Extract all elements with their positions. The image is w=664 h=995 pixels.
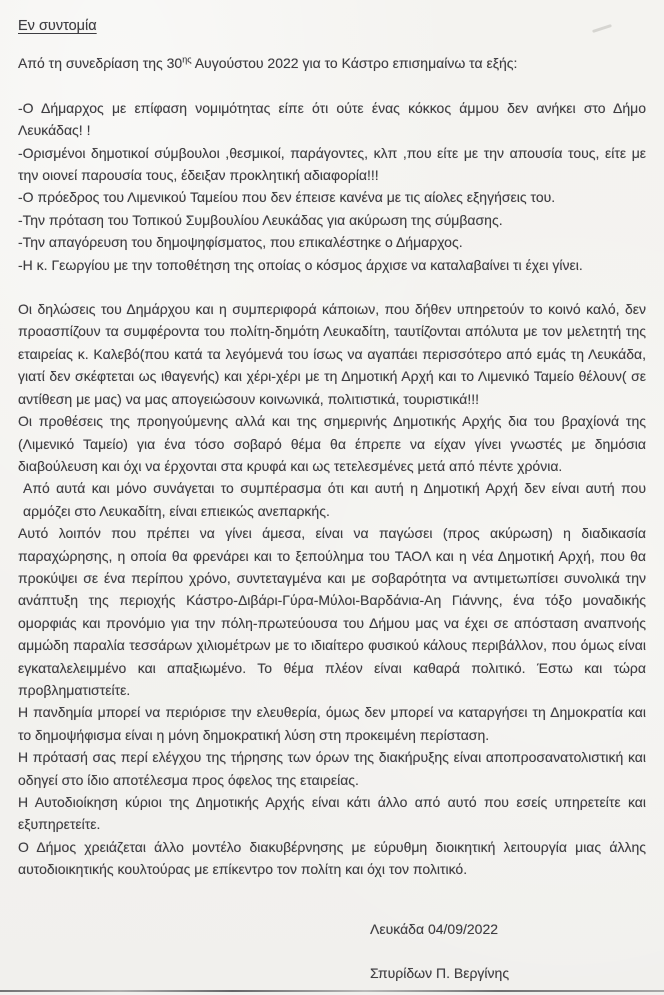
document-heading: Εν συντομία: [18, 18, 97, 34]
bullet-item: -Ο πρόεδρος του Λιμενικού Ταμείου που δεν έπεισε κανένα με τις αίολες εξηγήσεις του.: [18, 189, 556, 206]
bullet-item: -Την πρόταση του Τοπικού Συμβουλίου Λευκάδας για ακύρωση της σύμβασης.: [18, 211, 503, 228]
bullet-item: -Ορισμένοι δημοτικοί σύμβουλοι ,θεσμικοί, παράγοντες, κλπ ,που είτε με την απουσία τους, είτε με την οιονεί παρουσία τους, έδειξαν προκλητική αδιαφορία!!!: [18, 144, 646, 184]
intro-text-pre: Από τη συνεδρίαση της 30: [18, 55, 183, 72]
body-paragraphs: [18, 298, 646, 881]
paragraph: Η πρότασή σας περί ελέγχου της τήρησης των όρων της διακήρυξης είναι αποπροσανατολιστική και οδηγεί στο ίδιο αποτέλεσμα προς όφελος της εταιρείας.: [18, 749, 646, 788]
bullet-item: -Η κ. Γεωργίου με την τοποθέτηση της οποίας ο κόσμος άρχισε να καταλαβαίνει τι έχει γίνει.: [18, 256, 583, 273]
scan-bottom-edge-artifact: [0, 990, 664, 992]
paragraph: Οι προθέσεις της προηγούμενης αλλά και της σημερινής Δημοτικής Αρχής δια του βραχίονά της (Λιμενικό Ταμείο) για ένα τόσο σοβαρό θέμα θα έπρεπε να είχαν γίνει γνωστές με δημόσια διαβούλευση και όχι να έρχονται στα κρυφά και ως τετελεσμένες μετά από πέντε χρόνια.: [18, 413, 646, 474]
scan-smudge-artifact: [592, 24, 612, 33]
bullet-item: -Την απαγόρευση του δημοψηφίσματος, που επικαλέστηκε ο Δήμαρχος.: [18, 234, 463, 251]
intro-text-post: Αυγούστου 2022 για το Κάστρο επισημαίνω τα εξής:: [191, 55, 518, 72]
paragraph: Από αυτά και μόνο συνάγεται το συμπέρασμα ότι και αυτή η Δημοτική Αρχή δεν είναι αυτή που αρμόζει στο Λευκαδίτη, είναι επιεικώς ανεπαρκής.: [23, 480, 646, 519]
signature-name: Σπυρίδων Π. Βεργίνης: [370, 965, 510, 981]
place-date-line: Λευκάδα 04/09/2022: [370, 921, 499, 937]
paragraph: Η Αυτοδιοίκηση κύριοι της Δημοτικής Αρχής είναι κάτι άλλο από αυτό που εσείς υπηρετείτε και εξυπηρετείτε.: [18, 794, 646, 833]
bullet-item: -Ο Δήμαρχος με επίφαση νομιμότητας είπε ότι ούτε ένας κόκκος άμμου δεν ανήκει στο Δήμο Λευκάδας! !: [18, 99, 646, 139]
paragraph: Αυτό λοιπόν που πρέπει να γίνει άμεσα, είναι να παγώσει (προς ακύρωση) η διαδικασία παραχώρησης, η οποία θα φρενάρει και το ξεπούλημα του ΤΑΟΛ και η νέα Δημοτική Αρχή, που θα προκύψει σε ένα περίπου χρόνο, συντεταγμένα και με σοβαρότητα να αντιμετωπίσει συνολικά την ανάπτυξη της περιοχής Κάστρο-Διβάρι-Γύρα-Μύλοι-Βαρδάνια-Αη Γιάννης, ένα τόξο μοναδικής ομορφιάς και προνόμιο για την πόλη-πρωτεύουσα του Δήμου μας να έχει σε απόσταση αναπνοής αμμώδη παραλία τεσσάρων χιλιομέτρων με το ιδιαίτερο φυσικού κάλους περιβάλλον, που όμως είναι εγκαταλελειμμένο και απαξιωμένο. Το θέμα πλέον είναι καθαρά πολιτικό. Έστω και τώρα προβληματιστείτε.: [18, 525, 646, 698]
paragraph: Οι δηλώσεις του Δημάρχου και η συμπεριφορά κάποιων, που δήθεν υπηρετούν το κοινό καλό, δεν προασπίζουν τα συμφέροντα του πολίτη-δημότη Λευκαδίτη, ταυτίζονται απόλυτα με τον μελετητή της εταιρείας κ. Καλεβό(που κατά τα λεγόμενά του ίσως να αγαπάει περισσότερο από εμάς τη Λευκάδα, γιατί δεν σκέφτεται ως ιθαγενής) και χέρι-χέρι με τη Δημοτική Αρχή και το Λιμενικό Ταμείο θέλουν( σε αντίθεση με μας) να μας απογειώσουν κοινωνικά, πολιτιστικά, τουριστικά!!!: [18, 301, 646, 407]
intro-ordinal-superscript: ης: [182, 54, 192, 65]
paragraph: Ο Δήμος χρειάζεται άλλο μοντέλο διακυβέρνησης με εύρυθμη διοικητική λειτουργία μιας άλλης αυτοδιοικητικής κουλτούρας με επίκεντρο τον πολίτη και όχι τον πολιτικό.: [18, 838, 646, 878]
paragraph: Η πανδημία μπορεί να περιόρισε την ελευθερία, όμως δεν μπορεί να καταργήσει τη Δημοκρατία και το δημοψήφισμα είναι η μόνη δημοκρατική λύση στη προκειμένη περίσταση.: [18, 704, 646, 743]
bullet-list: [18, 97, 646, 276]
intro-line: [18, 52, 646, 74]
